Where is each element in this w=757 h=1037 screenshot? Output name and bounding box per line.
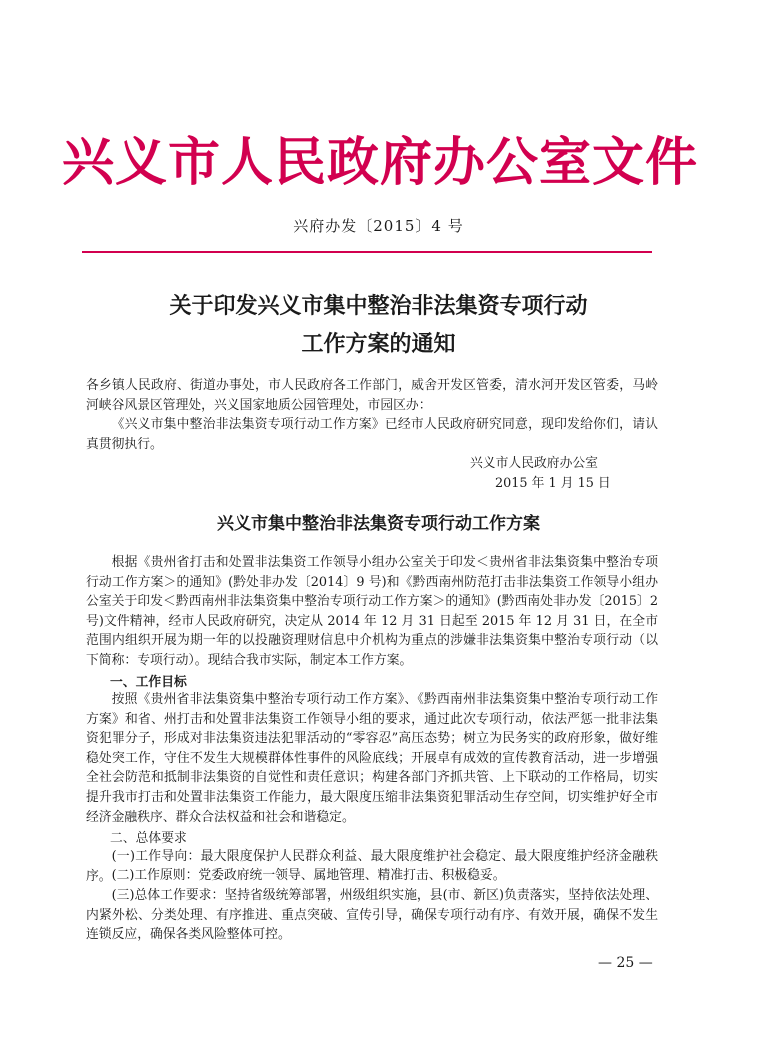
notice-title-line1: 关于印发兴义市集中整治非法集资专项行动 [169,293,588,319]
red-divider-line [82,251,652,253]
signature-organization: 兴义市人民政府办公室 [470,456,598,471]
recipients-paragraph: 各乡镇人民政府、街道办事处，市人民政府各工作部门，威舍开发区管委，清水河开发区管委，马岭河峡谷风景区管理处，兴义国家地质公园管理处，市园区办： [86,378,658,413]
document-number: 兴府办发〔2015〕4 号 [293,217,464,235]
section1-paragraph: 按照《贵州省非法集资集中整治专项行动工作方案》、《黔西南州非法集资集中整治专项行动工作方案》和省、州打击和处置非法集资工作领导小组的要求，通过此次专项行动，依法严惩一批非法集资犯罪分子，形成对非法集资违法犯罪活动的“零容忍”高压态势；树立为民务实的政府形象，做好维稳处突工作，守住不发生大规模群体性事件的风险底线；开展卓有成效的宣传教育活动，进一步增强全社会防范和抵制非法集资的自觉性和责任意识；构建各部门齐抓共管、上下联动的工作格局，切实提升我市打击和处置非法集资工作能力，最大限度压缩非法集资犯罪活动生存空间，切实维护好全市经济金融秩序、群众合法权益和社会和谐稳定。 [86,692,658,825]
section1-heading: 一、工作目标 [110,675,187,690]
section2-item3: (三)总体工作要求：坚持省级统筹部署，州级组织实施，县(市、新区)负责落实，坚持依法处理、内紧外松、分类处理、有序推进、重点突破、宣传引导，确保专项行动有序、有效开展，确保不发生连锁反应，确保各类风险整体可控。 [86,888,658,943]
masthead-title: 兴义市人民政府办公室文件 [61,132,698,193]
section2-item2: (二)工作原则：党委政府统一领导、属地管理、精准打击、积极稳妥。 [111,868,506,883]
plan-intro-paragraph: 根据《贵州省打击和处置非法集资工作领导小组办公室关于印发＜贵州省非法集资集中整治专项行动工作方案＞的通知》(黔处非办发〔2014〕9 号)和《黔西南州防范打击非法集资工作领导小组办公室关于印发＜黔西南州非法集资集中整治专项行动工作方案＞的通知》(黔西南处非办发〔2015〕2 号)文件精神，经市人民政府研究，决定从 2014 年 12 月 31 日起至 2015 年 12 月 31 日，在全市范围内组织开展为期一年的以投融资理财信息中介机构为重点的涉嫌非法集资集中整治专项行动（以下简称：专项行动）。现结合我市实际，制定本工作方案。 [86,555,658,668]
notice-title [80,287,677,363]
section2-heading: 二、总体要求 [110,831,187,846]
plan-title: 兴义市集中整治非法集资专项行动工作方案 [217,514,540,534]
notice-title-line2: 工作方案的通知 [301,331,456,357]
signature-date: 2015 年 1 月 15 日 [495,476,611,491]
page-number: — 25 — [598,955,653,971]
section2-item1: (一)工作导向：最大限度保护人民群众利益、最大限度维护社会稳定、最大限度维护经济金融秩序。 [86,849,658,884]
notice-body-paragraph: 《兴义市集中整治非法集资专项行动工作方案》已经市人民政府研究同意，现印发给你们，请认真贯彻执行。 [86,417,658,452]
